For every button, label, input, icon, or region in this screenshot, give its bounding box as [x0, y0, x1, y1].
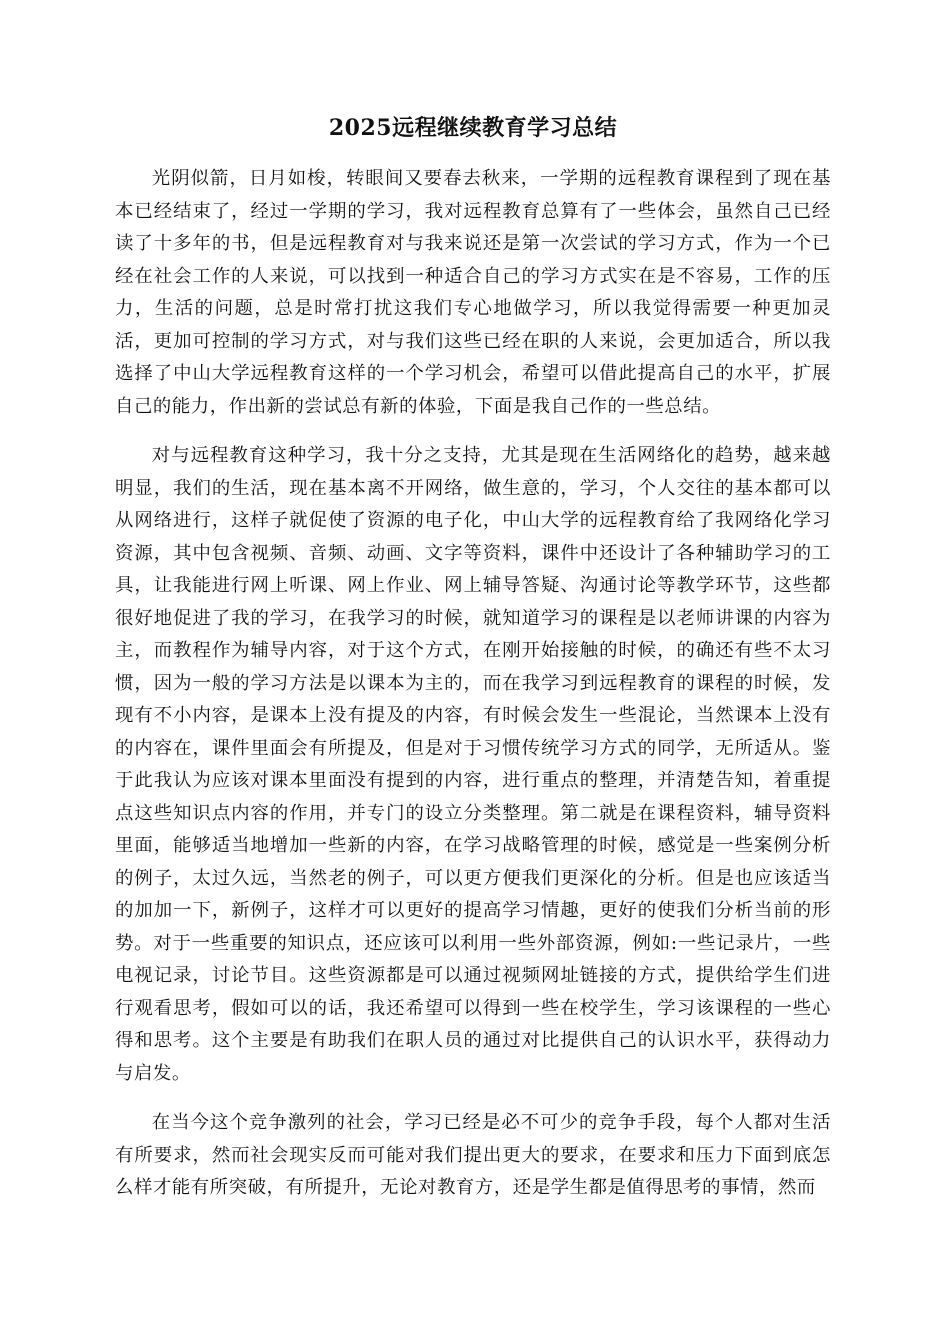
paragraph-1: 光阴似箭，日月如梭，转眼间又要春去秋来，一学期的远程教育课程到了现在基本已经结束了，经过一学期的学习，我对远程教育总算有了一些体会，虽然自己已经读了十多年的书，但是远程教育对与我来说还是第一次尝试的学习方式，作为一个已经在社会工作的人来说，可以找到一种适合自己的学习方式实在是不容易，工作的压力，生活的问题，总是时常打扰这我们专心地做学习，所以我觉得需要一种更加灵活，更加可控制的学习方式，对与我们这些已经在职的人来说，会更加适合，所以我选择了中山大学远程教育这样的一个学习机会，希望可以借此提高自己的水平，扩展自己的能力，作出新的尝试总有新的体验，下面是我自己作的一些总结。 — [115, 168, 831, 417]
document-page — [115, 108, 831, 1222]
document-title: 2025远程继续教育学习总结 — [328, 115, 618, 141]
paragraph-3: 在当今这个竞争激列的社会，学习已经是必不可少的竞争手段，每个人都对生活有所要求，然而社会现实反而可能对我们提出更大的要求，在要求和压力下面到底怎么样才能有所突破，有所提升，无论对教育方，还是学生都是值得思考的事情，然而 — [115, 1112, 831, 1198]
paragraph-2: 对与远程教育这种学习，我十分之支持，尤其是现在生活网络化的趋势，越来越明显，我们的生活，现在基本离不开网络，做生意的，学习，个人交往的基本都可以从网络进行，这样子就促使了资源的电子化，中山大学的远程教育给了我网络化学习资源，其中包含视频、音频、动画、文字等资料，课件中还设计了各种辅助学习的工具，让我能进行网上听课、网上作业、网上辅导答疑、沟通讨论等教学环节，这些都很好地促进了我的学习，在我学习的时候，就知道学习的课程是以老师讲课的内容为主，而教程作为辅导内容，对于这个方式，在刚开始接触的时候，的确还有些不太习惯，因为一般的学习方法是以课本为主的，而在我学习到远程教育的课程的时候，发现有不小内容，是课本上没有提及的内容，有时候会发生一些混论，当然课本上没有的内容在，课件里面会有所提及，但是对于习惯传统学习方式的同学，无所适从。鉴于此我认为应该对课本里面没有提到的内容，进行重点的整理，并清楚告知，着重提点这些知识点内容的作用，并专门的设立分类整理。第二就是在课程资料，辅导资料里面，能够适当地增加一些新的内容，在学习战略管理的时候，感觉是一些案例分析的例子，太过久远，当然老的例子，可以更方便我们更深化的分析。但是也应该适当的加加一下，新例子，这样才可以更好的提高学习情趣，更好的使我们分析当前的形势。对于一些重要的知识点，还应该可以利用一些外部资源，例如:一些记录片，一些电视记录，讨论节目。这些资源都是可以通过视频网址链接的方式，提供给学生们进行观看思考，假如可以的话，我还希望可以得到一些在校学生，学习该课程的一些心得和思考。这个主要是有助我们在职人员的通过对比提供自己的认识水平，获得动力与启发。 — [115, 445, 831, 1084]
